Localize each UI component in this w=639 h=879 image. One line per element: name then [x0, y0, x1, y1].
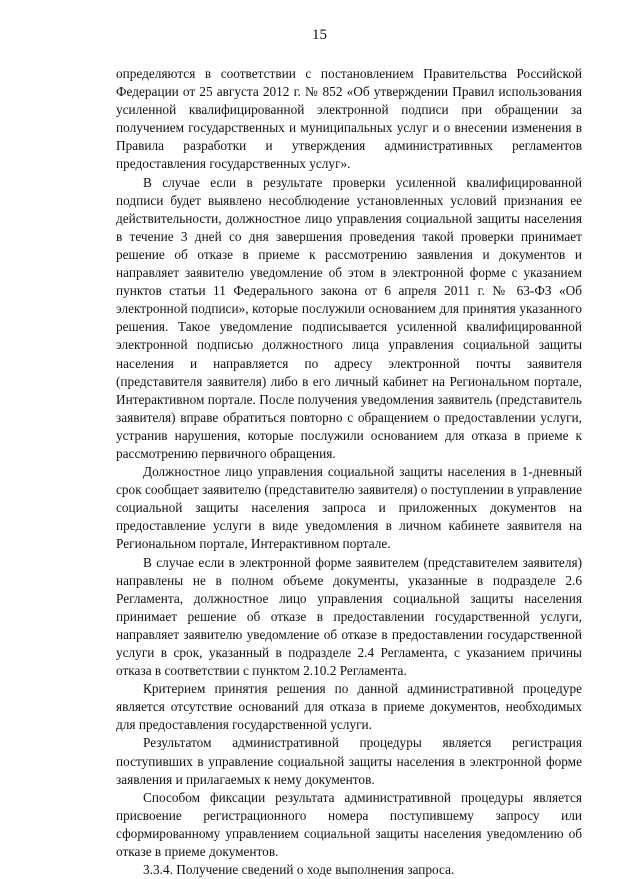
paragraph-signature-check: В случае если в результате проверки усиленной квалифицированной подписи будет выявлено несоблюдение установленных условий признания ее действительности, должностное лицо управления социальной защиты населения в течение 3 дней со дня завершения проведения такой проверки принимает решение об отказе в приеме к рассмотрению заявления и документов и направляет заявителю уведомление об этом в электронной форме с указанием пунктов статьи 11 Федерального закона от 6 апреля 2011 г. № 63-ФЗ «Об электронной подписи», которые послужили основанием для принятия указанного решения. Такое уведомление подписывается усиленной квалифицированной электронной подписью должностного лица управления социальной защиты населения и направляется по адресу электронной почты заявителя (представителя заявителя) либо в его личный кабинет на Региональном портале, Интерактивном портале. После получения уведомления заявитель (представитель заявителя) вправе обратиться повторно с обращением о предоставлении услуги, устранив нарушения, которые послужили основанием для отказа в приеме к рассмотрению первичного обращения. — [116, 174, 582, 461]
paragraph-decision-criterion: Критерием принятия решения по данной административной процедуре является отсутствие оснований для отказа в приеме документов, необходимых для предоставления государственной услуги. — [116, 681, 582, 733]
paragraph-procedure-result: Результатом административной процедуры является регистрация поступивших в управление социальной защиты населения в электронной форме заявления и прилагаемых к нему документов. — [116, 735, 582, 787]
paragraph-incomplete-documents: В случае если в электронной форме заявителем (представителем заявителя) направлены не в полном объеме документы, указанные в подразделе 2.6 Регламента, должностное лицо управления социальной защиты населения принимает решение об отказе в предоставлении государственной услуги, направляет заявителю уведомление об отказе в предоставлении государственной услуги в срок, указанный в подразделе 2.4 Регламента, с указанием причины отказа в соответствии с пунктом 2.10.2 Регламента. — [116, 554, 582, 679]
page-number: 15 — [312, 27, 327, 43]
paragraph-continuation: определяются в соответствии с постановлением Правительства Российской Федерации от 25 августа 2012 г. № 852 «Об утверждении Правил использования усиленной квалифицированной электронной подписи при обращении за получением государственных и муниципальных услуг и о внесении изменения в Правила разработки и утверждения административных регламентов предоставления государственных услуг». — [116, 66, 582, 172]
paragraph-recording-method: Способом фиксации результата административной процедуры является присвоение регистрационного номера поступившему запросу или сформированному управлением социальной защиты населения уведомлению об отказе в приеме документов. — [116, 789, 582, 860]
paragraph-notification: Должностное лицо управления социальной защиты населения в 1-дневный срок сообщает заявителю (представителю заявителя) о поступлении в управление социальной защиты населения запроса и приложенных документов на предоставление услуги в виде уведомления в личном кабинете заявителя на Региональном портале, Интерактивном портале. — [116, 464, 583, 552]
section-heading-3-3-4: 3.3.4. Получение сведений о ходе выполнения запроса. — [143, 862, 455, 878]
document-body — [116, 65, 582, 879]
